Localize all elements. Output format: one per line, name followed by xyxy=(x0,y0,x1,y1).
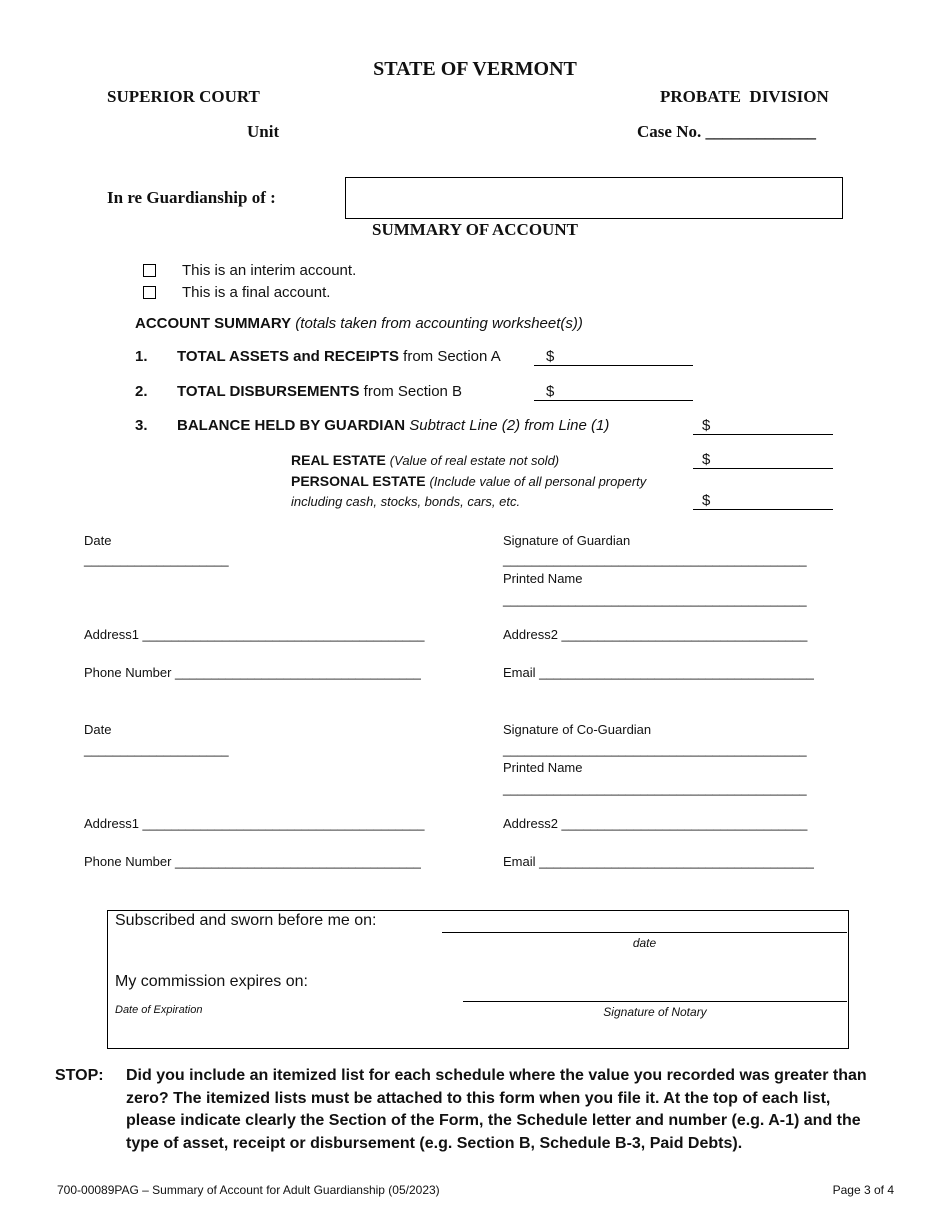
co-guardian-date-field[interactable]: ____________________ xyxy=(84,742,229,757)
co-guardian-email-field[interactable]: Email ______________________________________ xyxy=(503,854,814,869)
line-2-number: 2. xyxy=(135,383,148,400)
line-3-label-bold: BALANCE HELD BY GUARDIAN xyxy=(177,417,406,434)
commission-label: My commission expires on: xyxy=(115,973,308,990)
co-guardian-date-label: Date xyxy=(84,722,112,737)
footer-page-number: Page 3 of 4 xyxy=(832,1183,894,1197)
guardian-printed-name-label: Printed Name xyxy=(503,571,583,586)
interim-account-label: This is an interim account. xyxy=(182,262,357,279)
guardianship-label: In re Guardianship of : xyxy=(107,188,276,207)
form-title: SUMMARY OF ACCOUNT xyxy=(372,220,578,239)
line-3-currency: $ xyxy=(702,417,711,434)
real-estate-field[interactable] xyxy=(693,451,833,469)
guardian-phone-field[interactable]: Phone Number __________________________________ xyxy=(84,665,421,680)
guardian-printed-name-field[interactable]: __________________________________________ xyxy=(503,592,807,607)
notary-signature-caption: Signature of Notary xyxy=(603,1005,707,1019)
stop-line-1: Did you include an itemized list for each schedule where the value you recorded was greater than xyxy=(126,1067,867,1084)
line-1-label-bold: TOTAL ASSETS and RECEIPTS xyxy=(177,348,399,365)
guardian-signature-label: Signature of Guardian xyxy=(503,533,631,548)
guardian-address2-field[interactable]: Address2 __________________________________ xyxy=(503,627,808,642)
co-guardian-printed-name-field[interactable]: __________________________________________ xyxy=(503,781,807,796)
stop-line-4: type of asset, receipt or disbursement (e.g. Section B, Schedule B-3, Paid Debts). xyxy=(126,1134,743,1152)
final-account-checkbox[interactable] xyxy=(143,286,156,299)
balance-held-field[interactable] xyxy=(693,417,833,435)
total-assets-field[interactable] xyxy=(534,348,693,366)
real-estate-note: (Value of real estate not sold) xyxy=(389,453,560,468)
line-3-number: 3. xyxy=(135,417,148,434)
expiration-caption: Date of Expiration xyxy=(115,1004,203,1016)
guardian-date-label: Date xyxy=(84,533,112,548)
guardianship-name-field[interactable] xyxy=(345,177,843,219)
co-guardian-phone-field[interactable]: Phone Number __________________________________ xyxy=(84,854,421,869)
co-guardian-signature-label: Signature of Co-Guardian xyxy=(503,722,652,737)
footer-form-id: 700-00089PAG – Summary of Account for Adult Guardianship (05/2023) xyxy=(57,1183,440,1197)
line-1-number: 1. xyxy=(135,348,148,365)
account-summary-heading xyxy=(135,315,583,332)
case-number-field[interactable]: Case No. _____________ xyxy=(637,122,816,141)
stop-line-3: please indicate clearly the Section of the Form, the Schedule letter and number (e.g. A-1) and the xyxy=(126,1112,861,1129)
personal-estate-note-1: (Include value of all personal property xyxy=(429,474,647,489)
guardian-email-field[interactable]: Email ______________________________________ xyxy=(503,665,814,680)
personal-estate-currency: $ xyxy=(702,492,711,509)
line-2-label xyxy=(177,383,462,400)
account-summary-heading-note: (totals taken from accounting worksheet(s)) xyxy=(295,315,583,332)
real-estate-bold: REAL ESTATE xyxy=(291,452,386,468)
stop-line-2: zero? The itemized lists must be attached to this form when you file it. At the top of each list, xyxy=(126,1089,831,1107)
real-estate-label xyxy=(291,452,559,468)
line-1-currency: $ xyxy=(546,348,555,365)
co-guardian-address1-field[interactable]: Address1 _______________________________________ xyxy=(84,816,425,831)
sworn-date-field[interactable] xyxy=(442,932,847,933)
sworn-label: Subscribed and sworn before me on: xyxy=(115,912,377,929)
stop-text xyxy=(126,1065,867,1155)
line-2-label-bold: TOTAL DISBURSEMENTS xyxy=(177,383,360,400)
court-name: SUPERIOR COURT xyxy=(107,87,260,106)
notary-signature-field[interactable] xyxy=(463,1001,847,1002)
guardian-address1-field[interactable]: Address1 _______________________________________ xyxy=(84,627,425,642)
personal-estate-note-2: including cash, stocks, bonds, cars, etc. xyxy=(291,494,521,509)
co-guardian-signature-field[interactable]: __________________________________________ xyxy=(503,742,807,757)
line-1-label-rest: from Section A xyxy=(398,348,501,365)
personal-estate-bold: PERSONAL ESTATE xyxy=(291,473,426,489)
real-estate-currency: $ xyxy=(702,451,711,468)
division-name: PROBATE DIVISION xyxy=(660,87,829,106)
unit-label: Unit xyxy=(247,122,280,141)
interim-account-checkbox[interactable] xyxy=(143,264,156,277)
account-summary-heading-bold: ACCOUNT SUMMARY xyxy=(135,315,292,332)
line-1-label xyxy=(177,348,501,365)
line-3-label-rest: Subtract Line (2) from Line (1) xyxy=(405,417,610,434)
personal-estate-field[interactable] xyxy=(693,492,833,510)
personal-estate-label xyxy=(291,473,646,489)
final-account-label: This is a final account. xyxy=(182,284,331,301)
guardian-date-field[interactable]: ____________________ xyxy=(84,552,229,567)
total-disbursements-field[interactable] xyxy=(534,383,693,401)
stop-label: STOP: xyxy=(55,1067,104,1084)
line-2-currency: $ xyxy=(546,383,555,400)
guardian-signature-field[interactable]: __________________________________________ xyxy=(503,552,807,567)
line-2-label-rest: from Section B xyxy=(359,383,463,400)
sworn-date-caption: date xyxy=(632,936,657,950)
co-guardian-printed-name-label: Printed Name xyxy=(503,760,583,775)
co-guardian-address2-field[interactable]: Address2 __________________________________ xyxy=(503,816,808,831)
state-title: STATE OF VERMONT xyxy=(373,58,577,80)
line-3-label xyxy=(177,417,609,434)
